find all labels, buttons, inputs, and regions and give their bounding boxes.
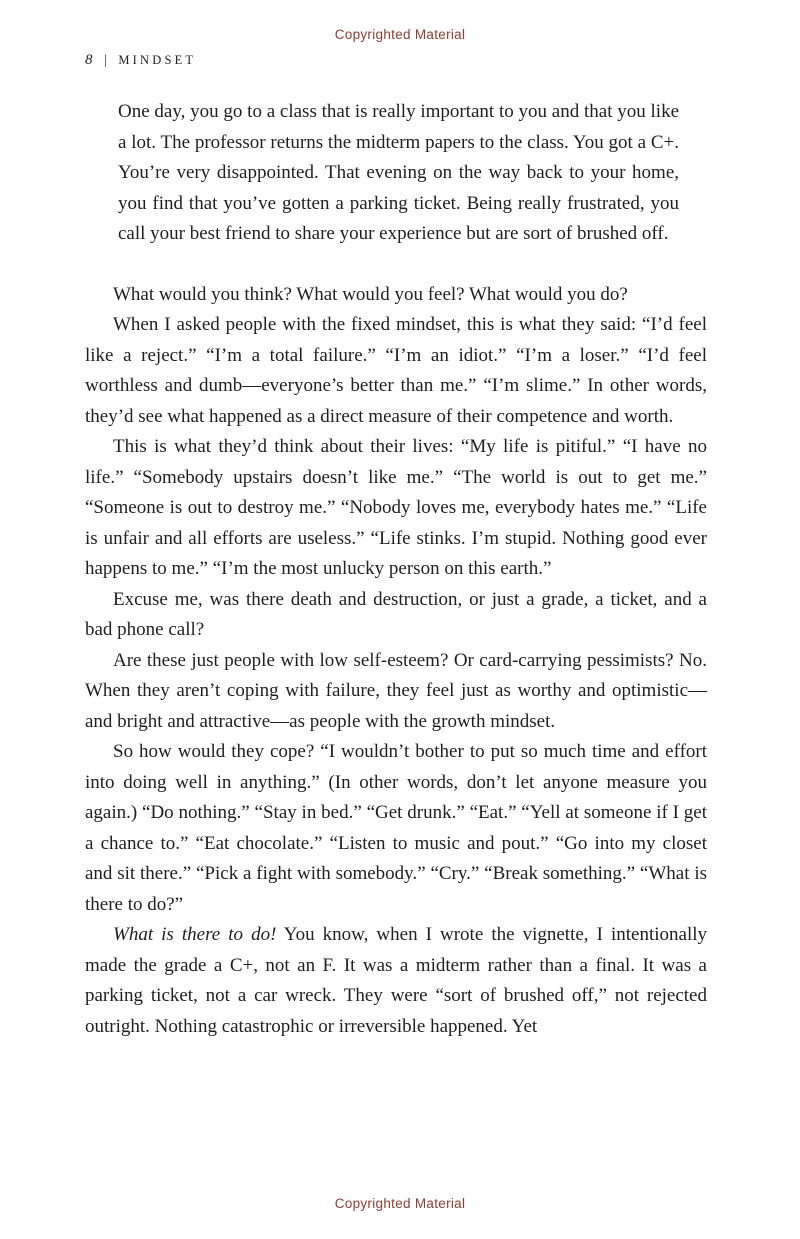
paragraph: What would you think? What would you feel? What would you do?: [113, 283, 628, 305]
paragraph-final: [85, 920, 707, 1042]
paragraph: When I asked people with the fixed mindset, this is what they said: “I’d feel like a reject.” “I’m a total failure.” “I’m an idiot.” “I’m a loser.” “I’d feel worthless and dumb—everyone’s better than me.” “I’m slime.” In other words, they’d see what happened as a direct measure of their competence and worth.: [85, 314, 707, 427]
copyright-notice-bottom: Copyrighted Material: [334, 1196, 466, 1211]
header-separator: |: [104, 53, 107, 68]
vignette-block-quote: One day, you go to a class that is really important to you and that you like a lot. The professor returns the midterm papers to the class. You got a C+. You’re very disappointed. That evening on the way back to your home, you find that you’ve gotten a parking ticket. Being really frustrated, you call your best friend to share your experience but are sort of brushed off.: [118, 101, 679, 244]
page-number: 8: [85, 52, 93, 68]
final-paragraph-italic-lead: What is there to do!: [113, 924, 277, 945]
paragraph: Are these just people with low self-esteem? Or card-carrying pessimists? No. When they aren’t coping with failure, they feel just as worthy and optimistic—and bright and attractive—as people with the growth mindset.: [85, 649, 707, 732]
book-title: MINDSET: [118, 53, 197, 67]
page-header: [85, 52, 196, 69]
paragraph: So how would they cope? “I wouldn’t bother to put so much time and effort into doing well in anything.” (In other words, don’t let anyone measure you again.) “Do nothing.” “Stay in bed.” “Get drunk.” “Eat.” “Yell at someone if I get a chance to.” “Eat chocolate.” “Listen to music and pout.” “Go into my closet and sit there.” “Pick a fight with somebody.” “Cry.” “Break something.” “What is there to do?”: [85, 741, 707, 915]
page-body-text: [85, 97, 707, 1042]
final-paragraph-rest: You know, when I wrote the vignette, I intentionally made the grade a C+, not an F. It was a midterm rather than a final. It was a parking ticket, not a car wreck. They were “sort of brushed off,” not rejected outright. Nothing catastrophic or irreversible happened. Yet: [85, 924, 708, 1037]
copyright-notice-top: Copyrighted Material: [334, 27, 466, 42]
paragraph: This is what they’d think about their lives: “My life is pitiful.” “I have no life.” “Somebody upstairs doesn’t like me.” “The world is out to get me.” “Someone is out to destroy me.” “Nobody loves me, everybody hates me.” “Life is unfair and all efforts are useless.” “Life stinks. I’m stupid. Nothing good ever happens to me.” “I’m the most unlucky person on this earth.”: [85, 436, 707, 579]
paragraph: Excuse me, was there death and destruction, or just a grade, a ticket, and a bad phone call?: [85, 588, 707, 640]
